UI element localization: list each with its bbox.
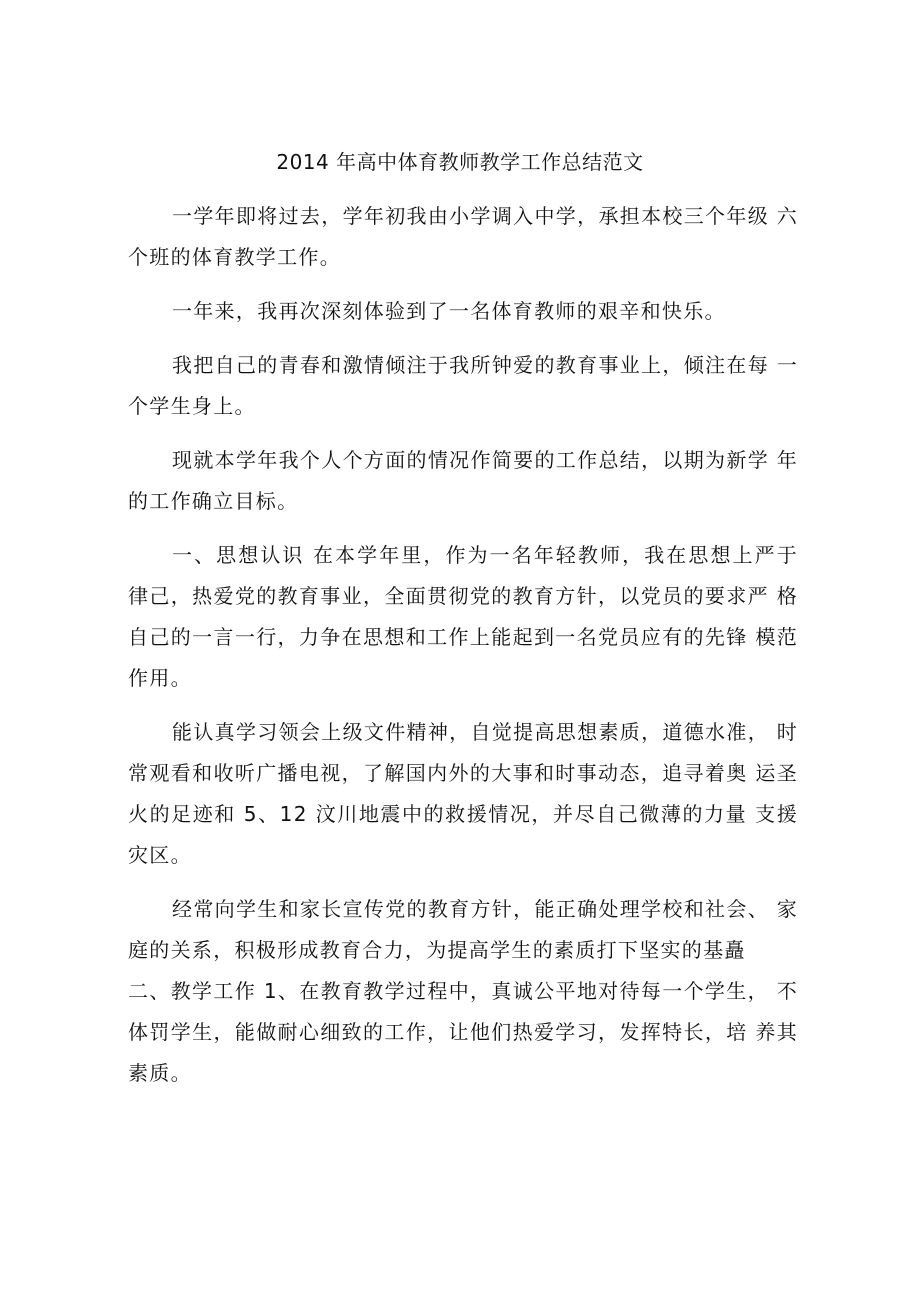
paragraph-4: 现就本学年我个人个方面的情况作简要的工作总结，以期为新学 年的工作确立目标。 (128, 448, 798, 513)
paragraph-5: 一、思想认识 在本学年里，作为一名年轻教师，我在思想上严于 律己，热爱党的教育事业，全面贯彻党的教育方针，以党员的要求严 格自己的一言一行，力争在思想和工作上能起到一名党员应有的先锋 模范作用。 (128, 543, 798, 690)
document-body (128, 196, 798, 1107)
paragraph-7: 经常向学生和家长宣传党的教育方针，能正确处理学校和社会、 家庭的关系，积极形成教育合力，为提高学生的素质打下坚实的基矗 (128, 897, 798, 962)
paragraph-6: 能认真学习领会上级文件精神，自觉提高思想素质，道德水准， 时常观看和收听广播电视，了解国内外的大事和时事动态，追寻着奥 运圣火的足迹和 5、12 汶川地震中的救援情况，并尽自己微薄的力量 支援灾区。 (128, 720, 798, 867)
paragraph-1: 一学年即将过去，学年初我由小学调入中学，承担本校三个年级 六个班的体育教学工作。 (128, 204, 798, 269)
document-title: 2014 年高中体育教师教学工作总结范文 (276, 150, 644, 174)
paragraph-2: 一年来，我再次深刻体验到了一名体育教师的艰辛和快乐。 (172, 299, 726, 323)
paragraph-3: 我把自己的青春和激情倾注于我所钟爱的教育事业上，倾注在每 一个学生身上。 (128, 353, 798, 418)
paragraph-8: 二、教学工作 1、在教育教学过程中，真诚公平地对待每一个学生， 不体罚学生，能做耐心细致的工作，让他们热爱学习，发挥特长，培 养其素质。 (128, 979, 798, 1085)
